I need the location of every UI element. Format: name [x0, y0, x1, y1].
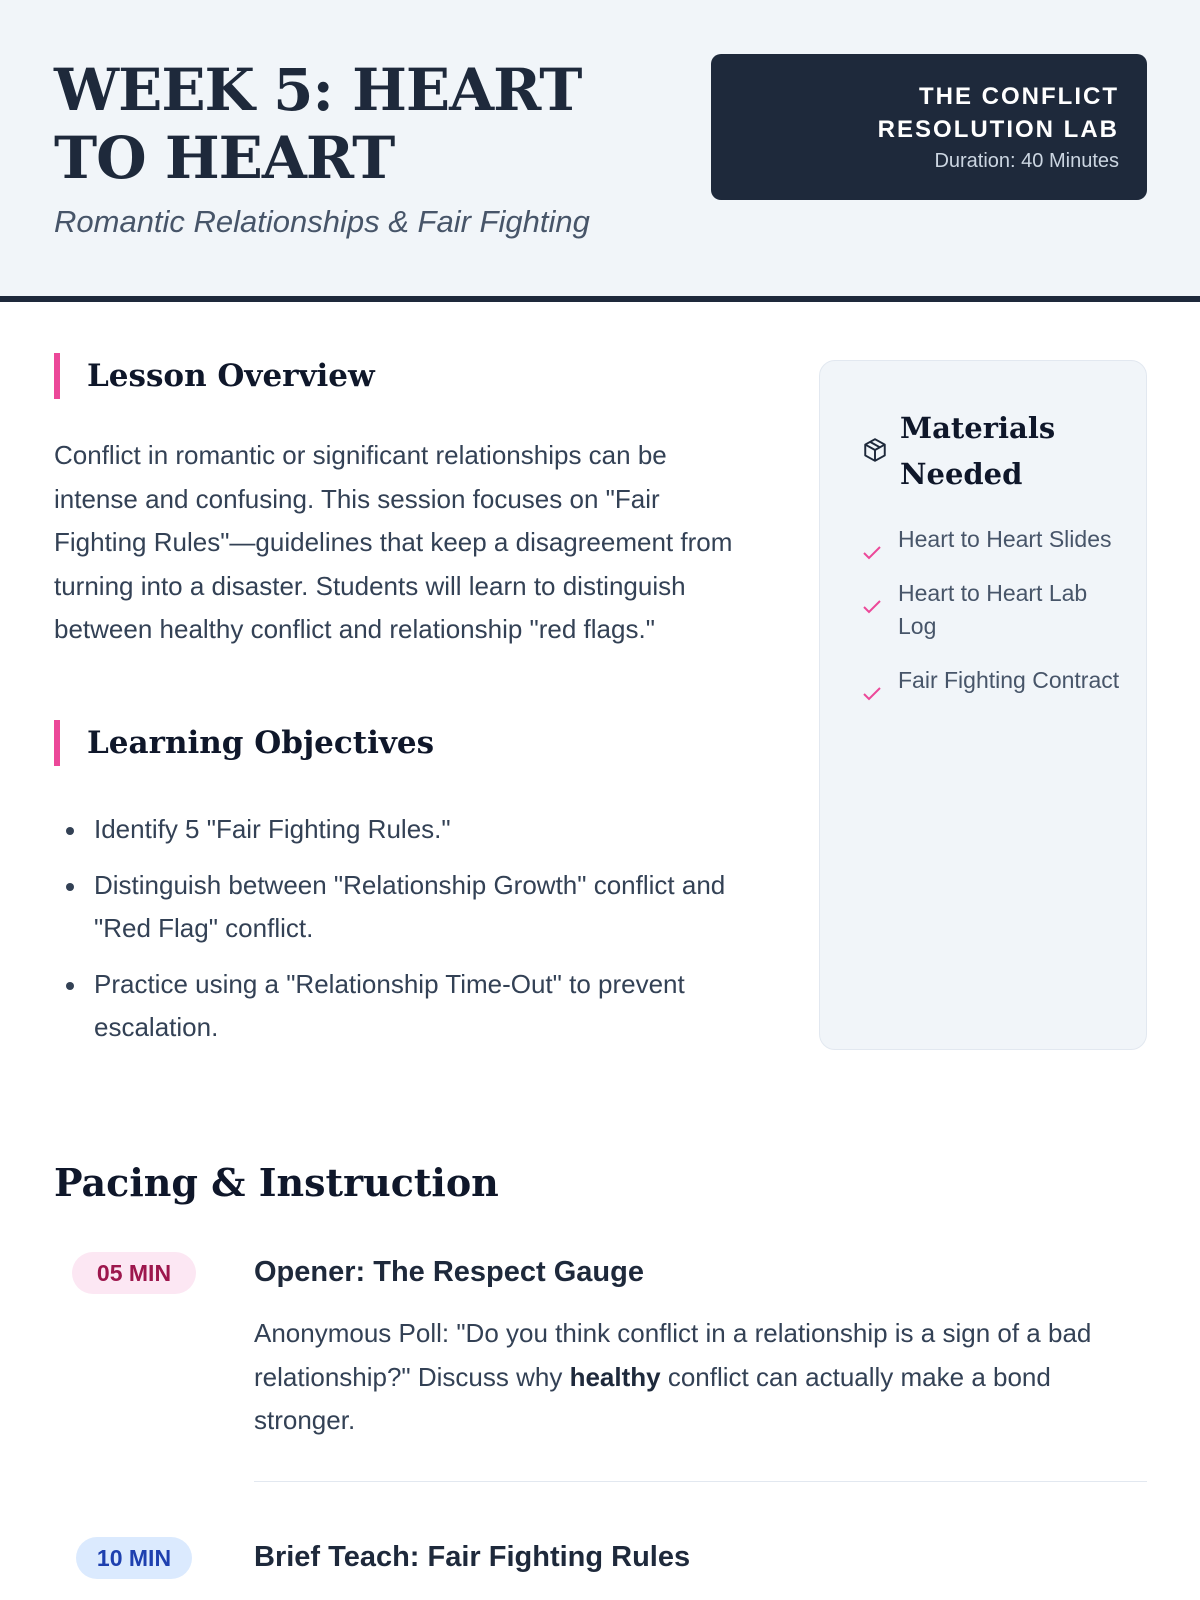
cube-icon [862, 437, 888, 463]
list-item: Identify 5 "Fair Fighting Rules." [54, 808, 774, 851]
lab-badge [711, 54, 1147, 200]
time-badge: 05 MIN [72, 1252, 196, 1294]
header [0, 0, 1200, 302]
time-badge: 10 MIN [76, 1537, 192, 1579]
overview-heading: Lesson Overview [54, 353, 375, 399]
divider [254, 1481, 1147, 1482]
list-item [862, 664, 1122, 697]
page-title: WEEK 5: HEART TO HEART [54, 56, 582, 192]
list-item [862, 577, 1122, 643]
overview-text: Conflict in romantic or significant relationships can be intense and confusing. This session focuses on "Fair Fighting Rules"—guidelines that keep a disagreement from turning into a disaster. Students will learn to distinguish between healthy conflict and relationship "red flags." [54, 440, 733, 644]
step-title: Opener: The Respect Gauge [254, 1256, 644, 1288]
step-description: Anonymous Poll: "Do you think conflict in a relationship is a sign of a bad relationship?" Discuss why healthy conflict can actually make a bond stronger. [254, 1318, 1092, 1435]
list-item: Practice using a "Relationship Time-Out" to prevent escalation. [54, 963, 774, 1049]
list-item [862, 523, 1122, 556]
lesson-duration: Duration: 40 Minutes [934, 150, 1119, 172]
materials-list [862, 523, 1122, 718]
pacing-heading: Pacing & Instruction [54, 1160, 499, 1205]
material-label: Fair Fighting Contract [898, 667, 1120, 693]
check-icon [862, 599, 882, 615]
list-item: Distinguish between "Relationship Growth" conflict and "Red Flag" conflict. [54, 864, 774, 950]
material-label: Heart to Heart Lab Log [898, 580, 1088, 639]
page-subtitle: Romantic Relationships & Fair Fighting [54, 204, 590, 239]
objectives-list [54, 808, 774, 1062]
materials-heading: Materials Needed [900, 411, 1056, 491]
check-icon [862, 545, 882, 561]
emphasis-text: healthy [569, 1361, 661, 1392]
materials-panel [819, 360, 1147, 1050]
objectives-heading: Learning Objectives [54, 720, 434, 766]
material-label: Heart to Heart Slides [898, 526, 1112, 552]
step-title: Brief Teach: Fair Fighting Rules [254, 1541, 691, 1573]
lab-name: THE CONFLICT RESOLUTION LAB [877, 83, 1119, 143]
check-icon [862, 686, 882, 702]
